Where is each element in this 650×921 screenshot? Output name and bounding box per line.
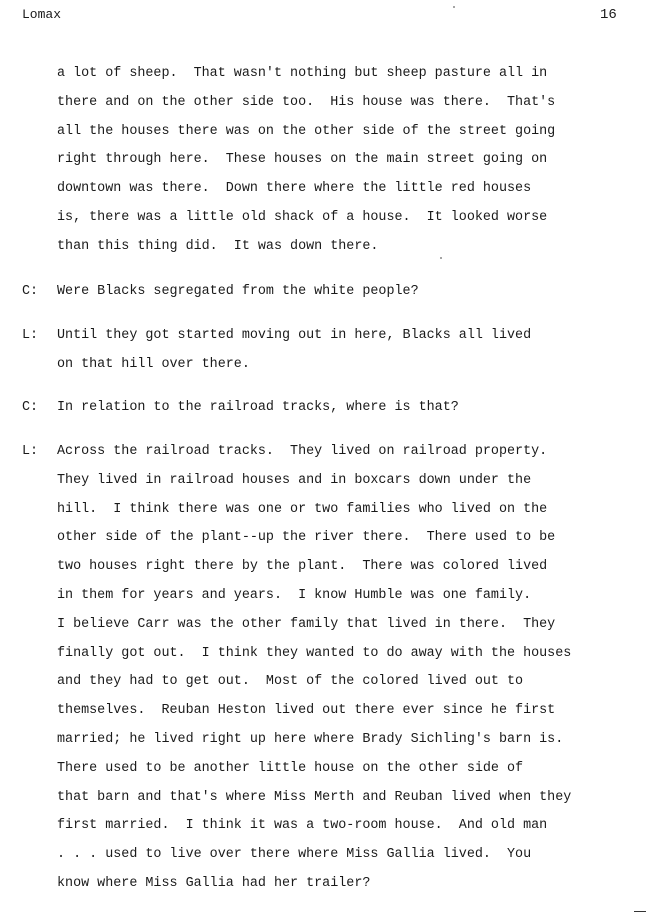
text-line: on that hill over there. [57,356,250,372]
speaker-label: C: [22,284,39,299]
page-header-name: Lomax [22,7,62,22]
scan-speck [440,257,442,259]
text-line: and they had to get out. Most of the colored lived out to [57,674,524,690]
text-line: first married. I think it was a two-room house. And old man [57,818,548,834]
text-line: downtown was there. Down there where the little red houses [57,181,532,197]
text-line: In relation to the railroad tracks, where is that? [57,400,459,415]
paragraph-text [57,394,637,423]
speaker-label: C: [22,400,39,415]
text-line: Until they got started moving out in here, Blacks all lived [57,328,532,343]
text-line: . . . used to live over there where Miss Gallia lived. You [57,847,532,863]
text-line: hill. I think there was one or two families who lived on the [57,501,548,517]
text-line: They lived in railroad houses and in boxcars down under the [57,472,532,488]
scan-speck [453,6,455,8]
text-line: two houses right there by the plant. There was colored lived [57,559,548,575]
text-line: a lot of sheep. That wasn't nothing but sheep pasture all in [57,66,548,81]
text-line: right through here. These houses on the main street going on [57,152,548,168]
text-line: other side of the plant--up the river there. There used to be [57,530,556,546]
speaker-label: L: [22,328,39,343]
text-line: Across the railroad tracks. They lived on railroad property. [57,444,548,459]
text-line: in them for years and years. I know Humble was one family. [57,587,532,603]
text-line: finally got out. I think they wanted to do away with the houses [57,645,572,661]
paragraph-text [57,278,637,307]
text-line: Were Blacks segregated from the white people? [57,284,419,299]
speaker-label: L: [22,444,39,459]
scan-mark [634,911,646,912]
paragraph-text [57,438,637,899]
text-line: that barn and that's where Miss Merth and Reuban lived when they [57,789,572,805]
text-line: know where Miss Gallia had her trailer? [57,875,371,891]
text-line: themselves. Reuban Heston lived out there ever since he first [57,703,556,719]
paragraph-text [57,60,637,262]
page-number: 16 [600,7,617,23]
text-line: all the houses there was on the other side of the street going [57,123,556,139]
text-line: there and on the other side too. His house was there. That's [57,94,556,110]
text-line: is, there was a little old shack of a house. It looked worse [57,209,548,225]
paragraph-text [57,322,637,380]
text-line: than this thing did. It was down there. [57,238,379,254]
text-line: There used to be another little house on the other side of [57,760,524,776]
text-line: I believe Carr was the other family that lived in there. They [57,616,556,632]
text-line: married; he lived right up here where Brady Sichling's barn is. [57,731,564,747]
